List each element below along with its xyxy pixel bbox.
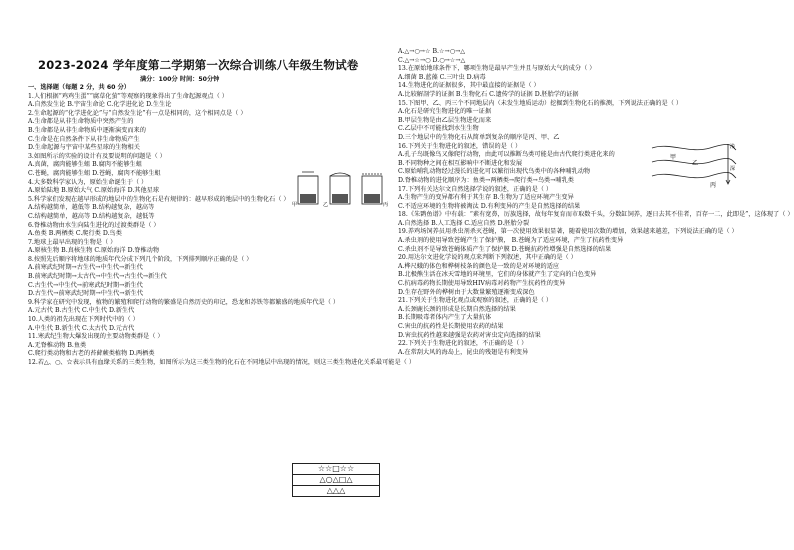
beaker-label-1: 甲 xyxy=(292,202,298,208)
document-subtitle: 满分：100分 时间：50分钟 xyxy=(140,76,220,83)
left-line: 4.大多数科学家认为，原始生命诞生于（ ） xyxy=(28,178,148,186)
left-line: A.原始陆地 B.原始大气 C.原始海洋 D.其他星球 xyxy=(28,187,160,195)
right-line: A.比较解剖学的证据 B.生物化石 C.遗传学的证据 D.胚胎学的证据 xyxy=(398,90,579,98)
stratum-label-3: 丙 xyxy=(710,182,717,189)
left-line: A.真菌，腐肉能够生蛆 B.腐肉不能够生蛆 xyxy=(28,161,142,169)
left-line: A.生命都是从非生命物质中突然产生的 xyxy=(28,118,134,126)
right-line: 17.下列有关达尔文自然选择学说的叙述，正确的是（ ） xyxy=(398,185,553,193)
strata-figure xyxy=(650,140,738,190)
right-line: 18.《朱鹮鱼谱》中有载：“素有宽鼻，厉族选择，故每年复育而市取数千头，分数缸饲养，逐日去其不佳者，百存一二，此即是”，这体现了（ ） xyxy=(398,211,794,219)
right-line: B.甲层生物是由乙层生物进化而来 xyxy=(398,116,492,124)
right-line: 15.下图甲、乙、丙三个不同地层内（未发生地质运动）挖掘到生物化石的推测，下列说法正确的是（ ） xyxy=(398,99,683,107)
right-column xyxy=(398,0,794,550)
right-line: A.细菌 B.蓝藻 C.三叶虫 D.病毒 xyxy=(398,73,486,81)
right-line: C.乙层中不可能找到水生生物 xyxy=(398,125,479,133)
left-line: C.古生代→中生代→前寒武纪时期→新生代 xyxy=(28,281,143,289)
stratum-line-3 xyxy=(652,172,736,178)
section-heading: 一、选择题（每题 2 分，共 60 分） xyxy=(28,84,130,91)
right-line: A.桦尺蛾的体色和桦树枝条的颜色是一致的是对环境的适应 xyxy=(398,262,560,270)
right-question-list xyxy=(398,48,794,357)
depth-deep-label: 深 xyxy=(730,166,736,172)
right-line: C.害虫的抗药性是长期使用农药的结果 xyxy=(398,323,504,330)
right-line: D.生存在野外的桦树由于大数量繁殖逐渐变成深色 xyxy=(398,288,535,296)
right-line: C.△→☆→○ D.○→☆→△ xyxy=(398,56,466,64)
left-line: 1.人们根据“鸡鸡生蛋”“腐草化萤”等观察的现象得出了生命起源观点（ ） xyxy=(28,92,228,100)
left-line: A.元古代 B.古生代 C.中生代 D.新生代 xyxy=(28,307,135,315)
right-line: A.在常刮大风的海岛上，昆虫的残翅是有利变异 xyxy=(398,348,529,356)
stratum-line-1 xyxy=(652,144,736,150)
left-line: C.结构越简单，越高等 D.结构越复杂，越低等 xyxy=(28,212,155,220)
fossil-table-figure xyxy=(292,463,380,497)
meat-2 xyxy=(332,194,348,203)
right-line: C.杀虫剂不是导致苍蝇体质产生了保护膜 D.苍蝇抗药性增强是自然选择的结果 xyxy=(398,245,612,253)
right-line: A.生物产生的变异都有利于其生存 B.生物为了适应环境产生变异 xyxy=(398,194,574,202)
left-question-list xyxy=(28,84,416,368)
left-line: D.古生代→前寒武纪时期→中生代→新生代 xyxy=(28,290,144,298)
right-line: 19.养鸡场饲养员用杀虫剂杀灭苍蝇，第一次使用效果很显著，随着使用次数的增加，效果越来越差，下列说法正确的是（ ） xyxy=(398,228,738,236)
fossil-row-3: △△△ xyxy=(326,486,346,495)
right-line: C.不适应环境的生物将被淘汰 D.有利变异的产生是自然选择的结果 xyxy=(398,202,581,210)
right-line: 14.生物进化的证据很多，其中最直接的证据是（ ） xyxy=(398,82,540,90)
left-line: 11.寒武纪生物大爆发出现的主要动物类群是（ ） xyxy=(28,333,164,341)
left-line: C.爬行类动物和古老的苔藓蕨类植物 D.两栖类 xyxy=(28,350,155,358)
left-line: A.结构越简单，越低等 B.结构越复杂，越高等 xyxy=(28,204,155,212)
left-line: A.鱼类 B.两栖类 C.爬行类 D.鸟类 xyxy=(28,230,122,238)
left-line: B.前寒武纪时期→太古代→中生代→古生代→新生代 xyxy=(28,273,167,281)
left-line: C.苍蝇，腐肉能够生蛆 D.苍蝇，腐肉不能够生蛆 xyxy=(28,169,161,177)
right-line: D.害虫抗药性越来越强是农药对害虫定向选择的结果 xyxy=(398,331,541,339)
fossil-row-2: △○△□△ xyxy=(293,475,379,486)
right-line: 21.下列关于生物进化观点或观察的叙述，正确的是（ ） xyxy=(398,297,553,305)
depth-shallow-label: 浅 xyxy=(730,144,736,150)
beaker-label-3: 丙 xyxy=(383,202,389,208)
left-line: 9.科学家在研究中发现，植物的繁殖和爬行动物的繁盛是自然历史的印记，恐龙和苏铁等都繁盛的地质年代是（ ） xyxy=(28,298,340,306)
right-line: B.长期吸毒者体内产生了大量抗体 xyxy=(398,314,492,322)
right-line: B.不同物种之间在相互影响中不断进化和发展 xyxy=(398,159,523,167)
stratum-label-2: 乙 xyxy=(692,160,699,167)
left-line: 3.如图所示的实验的设计有及要说明的问题是（ ） xyxy=(28,152,166,160)
stratum-label-1: 甲 xyxy=(670,154,677,161)
right-line: D.三个地层中的生物化石从简单到复杂的顺序是丙、甲、乙 xyxy=(398,133,560,141)
right-line: C.抗病毒药物长期使用导致HIV病毒对药物产生抗药性的变异 xyxy=(398,280,566,288)
right-line: 20.用达尔文进化学说的观点来判断下列叙述，其中正确的是（ ） xyxy=(398,254,577,262)
right-line: A.△→○→☆ B.☆→○→△ xyxy=(398,48,466,55)
beaker-label-2: 乙 xyxy=(323,202,329,208)
left-line: B.生命都是从非生命物质中逐渐演变而来的 xyxy=(28,126,146,134)
right-line: 13.在原始地球条件下，哪项生物是最早产生并且与原始大气的成分（ ） xyxy=(398,65,596,73)
right-line: A.长颈鹿长颈的形成是长期自然选择的结果 xyxy=(398,305,516,313)
beaker-experiment-figure xyxy=(292,168,387,212)
left-line: 2.生命起源的“化学进化论”与“自然发生论”有一点是相同的，这个相同点是（ ） xyxy=(28,109,247,117)
left-line: 10.人类的祖先出现在下列时代中的（ ） xyxy=(28,316,139,324)
left-line: D.生命起源与宇宙中某些星球的生物相关 xyxy=(28,144,140,152)
right-line: A.化石是研究生物进化的唯一证据 xyxy=(398,108,492,116)
left-line: A.原核生物 B.真核生物 C.原始海洋 D.脊椎动物 xyxy=(28,247,160,255)
left-line: 12.若△、○、☆表示具有血缘关系的三类生物，如图所示为这三类生物的化石在不同地层中出现的情况，则这三类生物进化关系最可能是（ ） xyxy=(28,359,416,366)
right-line: C.原始哺乳动物经过漫长的进化可以繁衍出现代鸟类中的各种哺乳动物 xyxy=(398,168,591,176)
right-line: 22.下列关于生物进化的叙述，不正确的是（ ） xyxy=(398,340,528,348)
left-line: 6.脊椎动物由水生向陆生进化的过渡类群是（ ） xyxy=(28,221,160,229)
left-line: C.生命是在自然条件下从非生命物质产生 xyxy=(28,135,140,143)
left-line: 8.按照先后顺序将地球的地质年代分成下列几个阶段，下列排列顺序正确的是（ ） xyxy=(28,255,253,263)
meat-1 xyxy=(300,194,316,203)
right-line: A.孔子鸟既像鸟又像爬行动物，由此可以推断鸟类可能是由古代爬行类进化来的 xyxy=(398,151,615,159)
right-line: B.北极熊生活在冰天雪地的环境里，它们的身体就产生了定向的白色变异 xyxy=(398,271,597,279)
fossil-row-1: ☆☆□☆☆ xyxy=(293,464,379,475)
left-line: 7.地球上最早出现的生物是（ ） xyxy=(28,238,117,246)
document-title: 2023-2024 学年度第二学期第一次综合训练八年级生物试卷 xyxy=(38,58,359,72)
left-line: 5.科学家们发现在越早形成的地层中的生物化石是有规律的：越早形成的地层中的生物化石（ ） xyxy=(28,195,290,203)
right-line: D.脊椎动物的进化顺序为：鱼类→两栖类→爬行类→鸟类→哺乳类 xyxy=(398,176,574,184)
left-line: A.前寒武纪时期→古生代→中生代→新生代 xyxy=(28,264,143,272)
left-line: A.自然发生论 B.宇宙生命论 C.化学进化论 D.生生论 xyxy=(28,101,172,109)
right-line: A.杀虫剂的使用导致苍蝇产生了保护膜， B.苍蝇为了适应环境，产生了抗药性变异 xyxy=(398,237,624,245)
left-line: A.无脊椎动物 B.鱼类 xyxy=(28,341,87,349)
right-line: A.自然选择 B.人工选择 C.适应自然 D.胚胎分裂 xyxy=(398,219,530,227)
meat-3 xyxy=(364,194,380,203)
left-line: A.中生代 B.新生代 C.太古代 D.元古代 xyxy=(28,324,135,332)
right-line: 16.下列关于生物进化的叙述，错误的是（ ） xyxy=(398,142,522,150)
